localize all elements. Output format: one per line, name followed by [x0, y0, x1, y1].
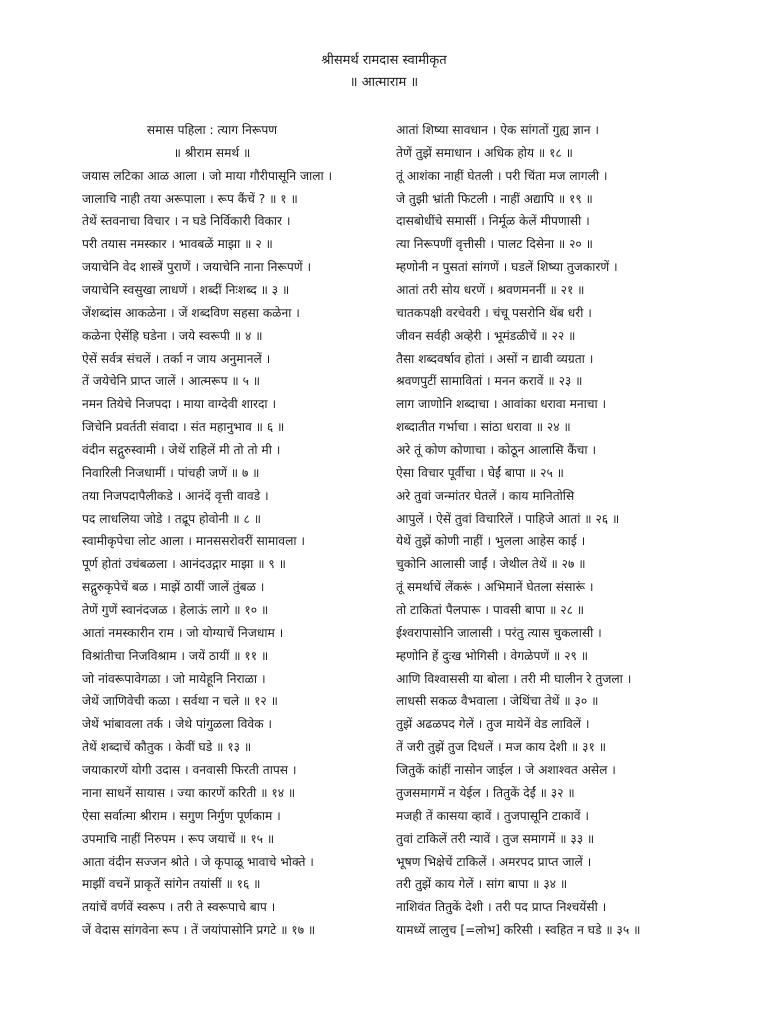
document-title: श्रीसमर्थ रामदास स्वामीकृत: [321, 53, 447, 68]
verse-line: आता वंदीन सज्जन श्रोते । जे कृपाळू भावाचे भोक्ते ।: [82, 854, 314, 869]
verse-line: उपमाचि नाहीं निरुपम । रूप जयाचें ॥ १५ ॥: [82, 831, 275, 846]
verse-line: जितुकें कांहीं नासोन जाईल । जे अशाश्वत असेल ।: [396, 763, 616, 778]
verse-line: लाधसी सकळ वैभवाला । जेथिंचा तेथें ॥ ३० ॥: [396, 694, 599, 709]
verse-line: तें जरी तुझें तुज दिधलें । मज काय देशी ॥ ३१ ॥: [396, 740, 607, 755]
verse-line: कळेना ऐसेंहि घडेना । जये स्वरूपी ॥ ४ ॥: [82, 328, 263, 343]
verse-line: ऐसा सर्वात्मा श्रीराम । सगुण निर्गुण पूर्णकाम ।: [82, 808, 281, 823]
verse-line: आपुलें । ऐसें तुवां विचारिलें । पाहिजे आतां ॥ २६ ॥: [396, 511, 620, 526]
verse-line: तुजसमागमें न येईल । तितुकें देईं ॥ ३२ ॥: [396, 785, 575, 800]
verse-line: पद लाधलिया जोडे । तद्रूप होवोनी ॥ ८ ॥: [82, 511, 262, 526]
verse-line: तें जयेचेनि प्राप्त जालें । आत्मरूप ॥ ५ ॥: [82, 374, 261, 389]
verse-line: म्हणोनि हें दुःख भोगिसी । वेगळेपणें ॥ २९ ॥: [396, 648, 589, 663]
left-column: [82, 119, 382, 942]
verse-line: भूषण भिक्षेचें टाकिलें । अमरपद प्राप्त जालें ।: [396, 854, 592, 869]
verse-line: जेंशब्दांस आकळेना । जें शब्दविण सहसा कळेना ।: [82, 305, 300, 320]
verse-line: तेणें गुणें स्वानंदजळ । हेलाऊं लागे ॥ १० ॥: [82, 603, 269, 618]
verse-line: जें वेदास सांगवेना रूप । तें जयांपासोनि प्रगटे ॥ १७ ॥: [82, 923, 316, 938]
verse-line: तूं समर्थाचें लेंकरूं । अभिमानें घेतला संसारूं ।: [396, 580, 594, 595]
verse-line: जालाचि नाही तया अरूपाला । रूप कैंचें ? ॥ १ ॥: [82, 191, 298, 206]
verse-line: जेथें जाणिवेची कळा । सर्वथा न चले ॥ १२ ॥: [82, 694, 278, 709]
verse-line: जे तुझी भ्रांती फिटली । नाहीं अद्यापि ॥ १९ ॥: [396, 191, 593, 206]
verse-line: श्रवणपुटीं सामावितां । मनन करावें ॥ २३ ॥: [396, 374, 583, 389]
verse-line: तेणें तुझें समाधान । अधिक होय ॥ १८ ॥: [396, 145, 573, 160]
verse-line: यामध्यें लालुच [=लोभ] करिसी । स्वहित न घडे ॥ ३५ ॥: [396, 923, 641, 938]
verse-line: आतां तरी सोय धरणें । श्रवणमननीं ॥ २१ ॥: [396, 283, 585, 298]
verse-line: तैसा शब्दवर्षाव होतां । असों न द्यावी व्यग्रता ।: [396, 351, 594, 366]
verse-line: जिचेनि प्रवर्तती संवादा । संत महानुभाव ॥ ६ ॥: [82, 420, 285, 435]
verse-line: माझीं वचनें प्राकृतें सांगेन तयांसीं ॥ १६ ॥: [82, 877, 261, 892]
verse-line: जयाचेनि वेद शास्त्रें पुराणें । जयाचेनि नाना निरूपणें ।: [82, 260, 312, 275]
verse-line: तेथें शब्दाचें कौतुक । केवीं घडे ॥ १३ ॥: [82, 740, 252, 755]
verse-line: विश्रांतीचा निजविश्राम । जयें ठायीं ॥ ११ ॥: [82, 648, 269, 663]
verse-line: पूर्ण होतां उचंबळला । आनंदउद्गार माझा ॥ ९ ॥: [82, 557, 286, 572]
verse-line: तुवां टाकिलें तरी न्यावें । तुज समागमें ॥ ३३ ॥: [396, 831, 595, 846]
verse-line: निवारिली निजधामीं । पांचही जणें ॥ ७ ॥: [82, 465, 260, 480]
verse-line: आतां शिष्या सावधान । ऐक सांगतों गुह्य ज्ञान ।: [396, 123, 600, 137]
verse-line: तुझें अढळपद गेलें । तुज मायेनें वेड लाविलें ।: [396, 717, 590, 732]
verse-line: म्हणोनी न पुसतां सांगणें । घडलें शिष्या तुजकारणें ।: [396, 260, 618, 275]
verse-line: शब्दातीत गर्भाचा । सांठा धरावा ॥ २४ ॥: [396, 420, 571, 435]
verse-line: अरे तुवां जन्मांतर घेतलें । काय मानितोसि: [396, 488, 575, 503]
verse-line: ऐसें सर्वत्र संचलें । तर्का न जाय अनुमानलें ।: [82, 351, 271, 366]
verse-line: नाशिवंत तितुकें देशी । तरी पद प्राप्त निश्चयेंसी ।: [396, 900, 607, 915]
verse-line: परी तयास नमस्कार । भावबळें माझा ॥ २ ॥: [82, 237, 273, 252]
right-column: [396, 119, 696, 942]
verse-line: त्या निरूपणीं वृत्तीसी । पालट दिसेना ॥ २० ॥: [396, 237, 593, 252]
verse-line: जयाकारणें योगी उदास । वनवासी फिरती तापस ।: [82, 763, 297, 778]
verse-line: तरी तुझें काय गेलें । सांग बापा ॥ ३४ ॥: [396, 877, 568, 892]
verse-line: चुकोनि आलासी जाईं । जेथील तेथें ॥ २७ ॥: [396, 557, 586, 572]
verse-line: येथें तुझें कोणी नाहीं । भुलला आहेस काई ।: [396, 534, 586, 549]
verse-line: ईश्वरापासोनि जालासी । परंतु त्यास चुकलासी ।: [396, 625, 602, 640]
verse-line: आतां नमस्कारीन राम । जो योग्याचें निजधाम ।: [82, 625, 284, 640]
verse-line: मजही तें कासया व्हावें । तुजपासूनि टाकावें ।: [396, 808, 589, 823]
verse-line: नाना साधनें सायास । ज्या कारणें करिती ॥ १४ ॥: [82, 785, 296, 800]
verse-line: सद्गुरुकृपेचें बळ । माझें ठायीं जालें तुंबळ ।: [82, 580, 265, 595]
verse-line: लाग जाणोनि शब्दाचा । आवांका धरावा मनाचा ।: [396, 397, 607, 412]
verse-line: स्वामीकृपेचा लोट आला । मानससरोवरीं सामावला ।: [82, 534, 305, 549]
verse-line: दासबोधींचे समासीं । निर्मूळ केलें मीपणासी ।: [396, 214, 590, 229]
verse-line: तयांचें वर्णवें स्वरूप । तरी ते स्वरूपाचे बाप ।: [82, 900, 276, 915]
verse-line: तूं आशंका नाहीं घेतली । परी चिंता मज लागली ।: [396, 168, 608, 183]
verse-line: आणि विश्वाससी या बोला । तरी मी घालीन रे तुजला ।: [396, 671, 632, 686]
verse-line: नमन तियेचे निजपदा । माया वाग्देवी शारदा ।: [82, 397, 277, 412]
verse-line: वंदीन सद्गुरुस्वामी । जेथें राहिलें मी तो तो मी ।: [82, 443, 281, 458]
verse-line: तो टाकितां पैलपारू । पावसी बापा ॥ २८ ॥: [396, 603, 585, 618]
verse-line: जेथें भांबावला तर्क । जेथे पांगुळला विवेक ।: [82, 717, 273, 732]
verse-line: तया निजपदापैलीकडे । आनंदें वृत्ती वावडे ।: [82, 488, 269, 503]
verse-line: अरे तूं कोण कोणाचा । कोठून आलासि कैंचा ।: [396, 443, 597, 458]
verse-line: ऐसा विचार पूर्वीचा । घेईं बापा ॥ २५ ॥: [396, 465, 564, 480]
verse-line: जीवन सर्वही अव्हेरी । भूमंडळीचें ॥ २२ ॥: [396, 328, 576, 343]
document-subtitle: ॥ आत्माराम ॥: [349, 75, 419, 90]
verse-line: जो नांवरूपावेगळा । जो मायेहूनि निराळा ।: [82, 671, 266, 686]
verse-line: चातकपक्षी वरचेवरी । चंचू पसरोनि थेंब धरी ।: [396, 305, 592, 320]
verse-line: जयाचेनि स्वसुखा लाधणें । शब्दीं निःशब्द ॥ ३ ॥: [82, 283, 290, 298]
section-heading: समास पहिला : त्याग निरूपण: [146, 123, 278, 137]
invocation-line: ॥ श्रीराम समर्थ ॥: [173, 145, 251, 160]
verse-line: जयास लटिका आळ आला । जो माया गौरीपासूनि जाला ।: [82, 168, 333, 183]
verse-line: तेथें स्तवनाचा विचार । न घडे निर्विकारी विकार ।: [82, 214, 291, 229]
